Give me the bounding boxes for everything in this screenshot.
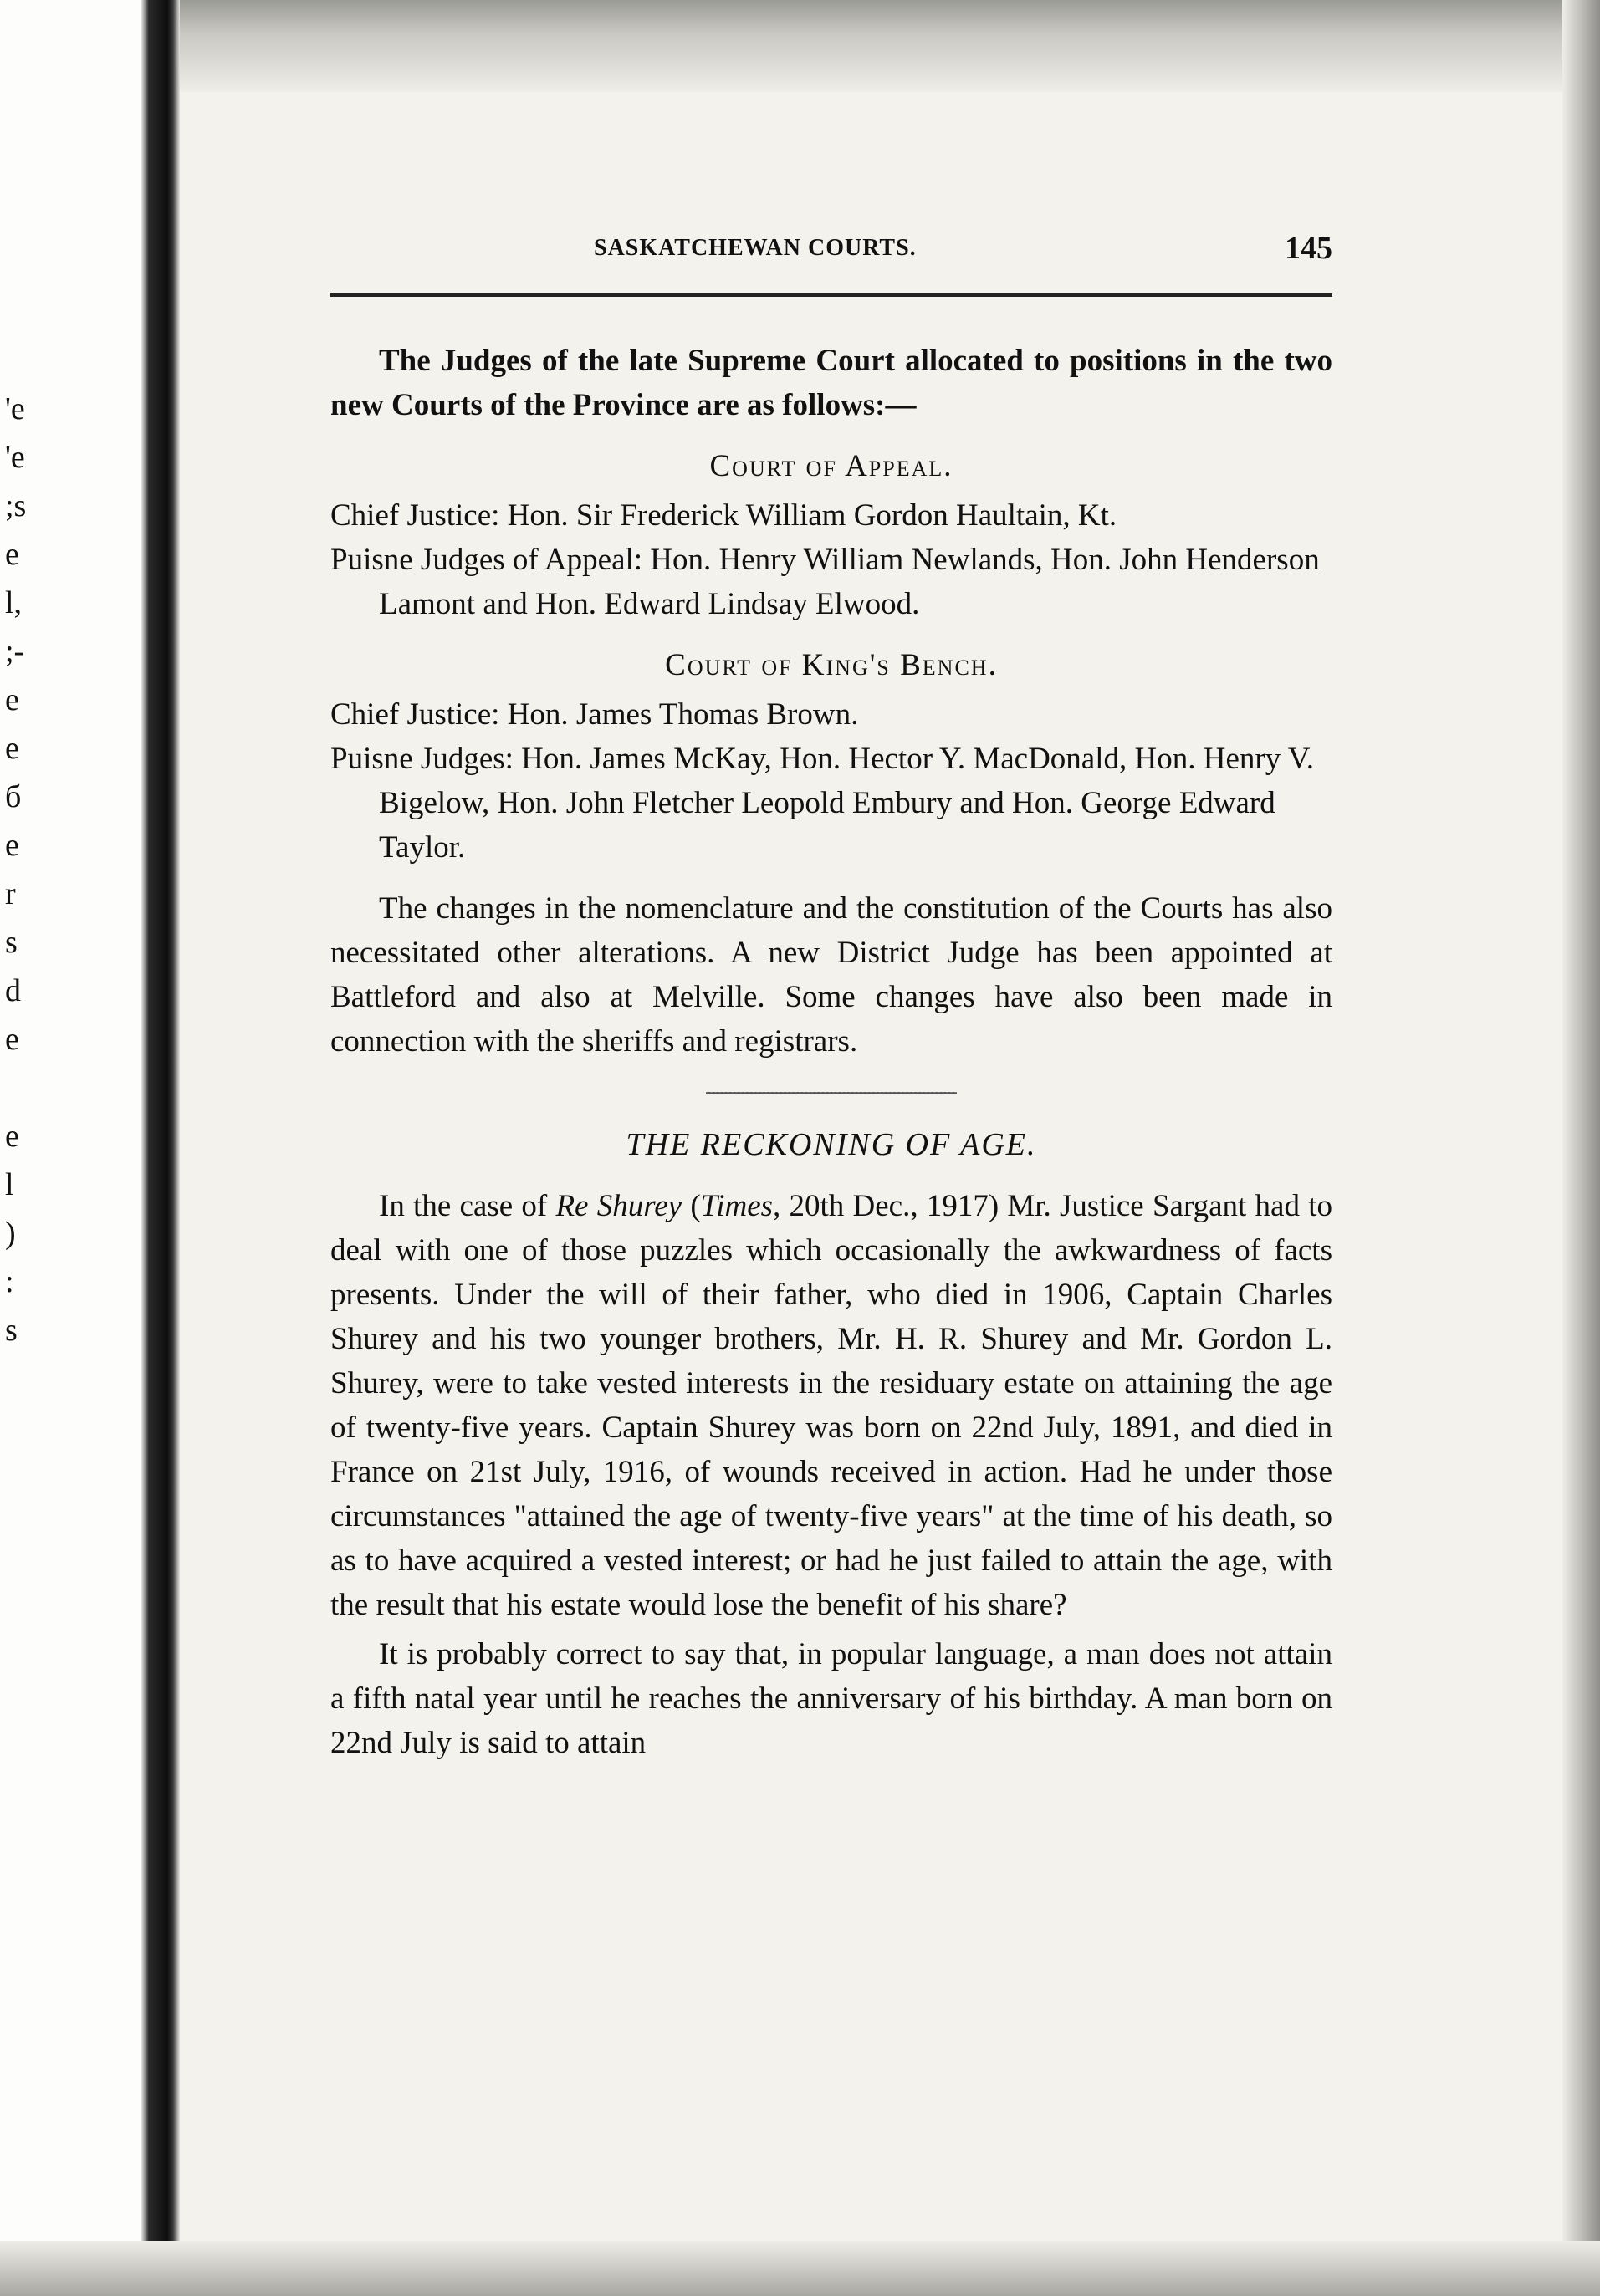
bleed-fragment: 'e [5,391,25,426]
bleed-fragment: : [5,1264,14,1299]
bleed-fragment: e [5,537,19,572]
scan-bottom-shadow [0,2241,1600,2296]
article-paragraph-2: It is probably correct to say that, in popular language, a man does not attain a fifth natal year until he reaches the anniversary of his birthday. A man born on 22nd July is said to attain [330,1637,1332,1760]
bleed-fragment: 'e [5,440,25,475]
article-paragraph-1 [330,1184,1332,1627]
bleed-fragment: e [5,731,19,766]
bleed-fragment: б [5,779,22,814]
case-name: Re Shurey [555,1189,682,1223]
bleed-fragment: e [5,682,19,717]
page-number: 145 [1285,231,1332,266]
bleed-fragment: ;- [5,634,25,669]
appeal-chief-justice: Chief Justice: Hon. Sir Frederick William Gordon Haultain, Kt. [330,498,1117,533]
intro-paragraph: The Judges of the late Supreme Court allocated to positions in the two new Courts of the Province are as follows:— [330,344,1332,422]
appeal-puisne-judges: Puisne Judges of Appeal: Hon. Henry William Newlands, Hon. John Henderson Lamont and Hon. Edward Lindsay Elwood. [330,543,1320,621]
running-head-title: SASKATCHEWAN COURTS. [594,235,917,261]
bleed-fragment: l, [5,585,23,620]
header-rule [330,293,1332,297]
p1-text: In the case of [379,1189,556,1223]
bleed-fragment: d [5,973,21,1008]
kings-bench-puisne-judges: Puisne Judges: Hon. James McKay, Hon. Hector Y. MacDonald, Hon. Henry V. Bigelow, Hon. John Fletcher Leopold Embury and Hon. George Edward Taylor. [330,742,1314,865]
scan-right-edge [1562,0,1600,2296]
article-heading: THE RECKONING OF AGE. [626,1127,1037,1162]
bleed-fragment: ;s [5,488,27,523]
p1-text: 20th Dec., 1917) Mr. Justice Sargant had to deal with one of those puzzles which occasionally the awkwardness of facts presents. Under the will of their father, who died in 1906, Captain Charles Shurey and his two younger brothers, Mr. H. R. Shurey and Mr. Gordon L. Shurey, were to take vested interests in the residuary estate on attaining the age of twenty-five years. Captain Shurey was born on 22nd July, 1891, and died in France on 21st July, 1916, of wounds received in action. Had he under those circumstances "attained the age of twenty-five years" at the time of his death, so as to have acquired a vested interest; or had he just failed to attain the age, with the result that his estate would lose the benefit of his share? [330,1189,1332,1622]
bleed-fragment: l [5,1167,14,1202]
kings-bench-chief-justice: Chief Justice: Hon. James Thomas Brown. [330,697,859,732]
running-head [330,230,1332,272]
kings-bench-heading: Court of King's Bench. [665,648,998,682]
p1-text: ( [682,1189,701,1223]
page-body [330,339,1332,1765]
court-of-appeal-heading: Court of Appeal. [709,449,953,483]
bleed-fragment: ) [5,1216,16,1251]
bleed-fragment: r [5,876,16,911]
bleed-fragment: s [5,1313,18,1348]
bleed-fragment [5,1064,55,1112]
facing-page-bleed [5,385,55,1355]
bleed-fragment: e [5,1022,19,1057]
bleed-fragment: e [5,828,19,863]
bleed-fragment: s [5,925,18,960]
changes-paragraph: The changes in the nomenclature and the constitution of the Courts has also necessitated other alterations. A new District Judge has been appointed at Battleford and also at Melville. Some changes have also been made in connection with the sheriffs and registrars. [330,891,1332,1059]
bleed-fragment: e [5,1119,19,1154]
scan-top-shadow [0,0,1600,92]
newspaper-name: Times, [700,1189,781,1223]
